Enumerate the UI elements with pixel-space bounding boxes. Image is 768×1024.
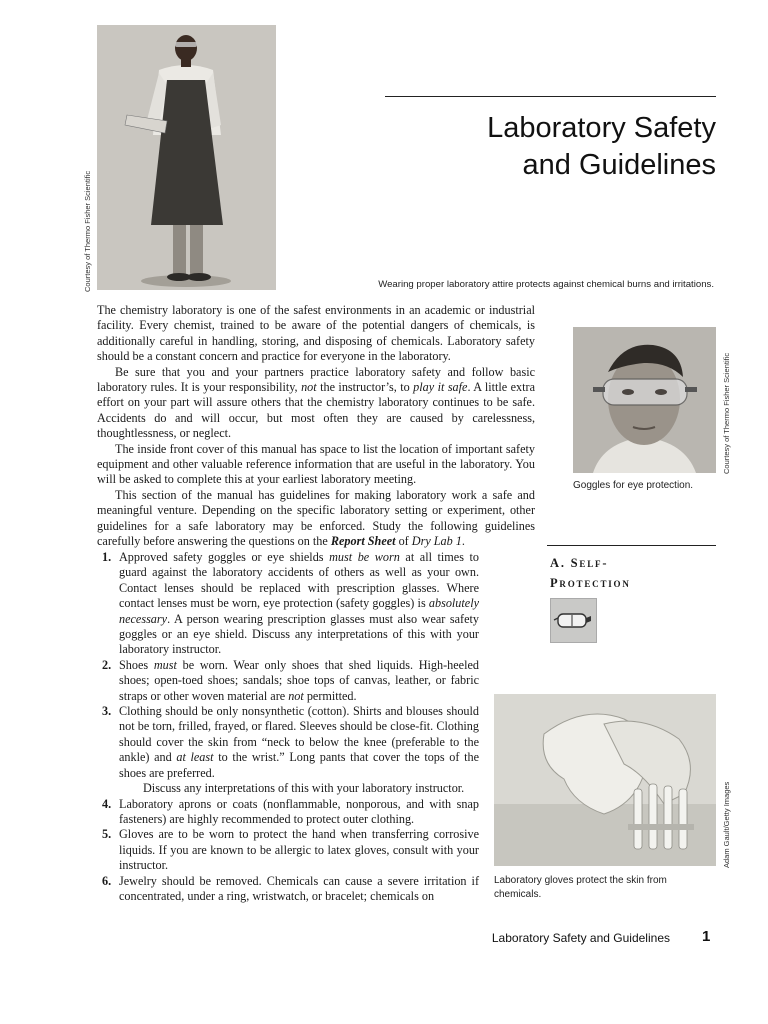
item-3-text-b: to the wrist.” Long pants that cover the tops of the shoes are preferred.: [119, 750, 479, 780]
item-1-text: Approved safety goggles or eye shields: [119, 550, 330, 564]
intro-paragraph-3: The inside front cover of this manual has space to list the location of important safety equipment and other valuable reference information that are useful in the laboratory. You will be asked to complete this at your earliest laboratory meeting.: [97, 441, 535, 487]
item-1-emph: must be worn: [329, 550, 400, 564]
item-2-text-c: permitted.: [303, 688, 357, 703]
safety-goggles-icon: [551, 599, 596, 642]
item-1-text-c: . A person wearing prescription glasses must also wear safety goggles or an eye shield. Discuss any interpretations of this with your laboratory instructor.: [119, 611, 479, 657]
item-2-emph: must: [153, 657, 177, 672]
running-title: Laboratory Safety and Guidelines: [491, 931, 670, 945]
goggles-photo: [573, 327, 716, 473]
item-4-text: Laboratory aprons or coats (nonflammable, nonporous, and with snap fasteners) are highly recommended to protect outer clothing.: [119, 796, 479, 826]
title-rule: [385, 96, 716, 97]
hero-photo: [97, 25, 276, 290]
section-rule: [547, 545, 716, 546]
gloves-caption: Laboratory gloves protect the skin from chemicals.: [494, 875, 667, 900]
item-1-text-b: at all times to guard against the laboratory accidents of others as well as your own. Contact lenses should be replaced with prescription glasses. Where contact lenses must be worn, eye protection (safety goggles) is: [119, 550, 479, 611]
dry-lab-ref: Dry Lab 1: [411, 534, 462, 549]
item-2-text-b: be worn. Wear only shoes that shed liquids. High-heeled shoes; open-toed shoes; sandals; shoe tops of canvas, leather, or fabric straps or other woven material are: [119, 657, 479, 703]
item-1-emph-b: absolutely necessary: [119, 596, 479, 626]
page-title-line2: and Guidelines: [522, 149, 716, 181]
intro-p2-text-c: . A little extra effort on your part will assure others that the chemistry laboratory continues to be safe. Accidents do and will occur, but most often they are caused by carelessness, thoughtlessness, or neglect.: [97, 380, 536, 441]
list-number: 2.: [102, 657, 112, 672]
intro-paragraph-4: [97, 488, 535, 550]
item-3-text: Clothing should be only nonsynthetic (cotton). Shirts and blouses should not be torn, frilled, frayed, or flared. Sleeves should be close-fit. Clothing should cover the skin from “neck to below the knee (preferable to the ankle) and: [119, 704, 479, 765]
goggles-icon: [550, 598, 597, 643]
intro-p2-text-b: the instructor’s, to: [316, 380, 414, 395]
intro-paragraph-2: [97, 365, 535, 442]
goggles-caption: Goggles for eye protection.: [573, 480, 694, 491]
section-heading-line2: Protection: [550, 576, 631, 590]
list-item: [97, 797, 479, 828]
page-number: 1: [702, 928, 711, 945]
hero-caption: Wearing proper laboratory attire protects against chemical burns and irritations.: [378, 279, 714, 290]
list-number: 4.: [102, 796, 112, 811]
intro-p2-emph-play: play it safe: [413, 380, 468, 395]
list-item: [97, 658, 479, 704]
intro-p2-emph-not: not: [301, 380, 317, 395]
item-3-emph: at least: [176, 750, 214, 765]
list-number: 5.: [102, 827, 112, 842]
list-number: 6.: [102, 873, 112, 888]
section-heading-line1: A. Self-: [550, 556, 609, 570]
gloves-credit: Adam Gault/Getty Images: [722, 781, 731, 868]
intro-p4-of: of: [395, 534, 412, 549]
page-title: [385, 110, 716, 184]
list-number: 3.: [102, 704, 112, 719]
report-sheet-ref: Report Sheet: [330, 534, 396, 549]
rules-list: [97, 550, 479, 904]
intro-paragraph-1: The chemistry laboratory is one of the safest environments in an academic or industrial facility. Every chemist, trained to be aware of the potential dangers of chemicals, is additionally careful in handling, storing, and disposing of chemicals. Laboratory safety should be a constant concern and practice for everyone in the laboratory.: [97, 303, 535, 364]
goggles-credit: Courtesy of Thermo Fisher Scientific: [722, 352, 731, 474]
item-5-text: Gloves are to be worn to protect the hand when transferring corrosive liquids. If you are known to be allergic to latex gloves, consult with your instructor.: [119, 827, 479, 873]
lab-gloves-illustration: [494, 694, 716, 866]
list-item: [97, 704, 479, 796]
intro-text: [97, 303, 535, 550]
list-item: [97, 550, 479, 658]
intro-p4-text: This section of the manual has guidelines for making laboratory work a safe and meaningful venture. Depending on the specific laboratory setting or experiment, other guidelines for a safe laboratory may be enforced. Study the following guidelines carefully before answering the questions on the: [97, 487, 535, 549]
intro-p2-text: Be sure that you and your partners practice laboratory safety and follow basic laboratory rules. It is your responsibility,: [97, 364, 535, 395]
list-item: [97, 874, 479, 905]
item-2-text: Shoes: [119, 657, 154, 672]
item-2-emph-b: not: [288, 688, 304, 703]
lab-worker-illustration: [97, 25, 276, 290]
item-6-text: Jewelry should be removed. Chemicals can cause a severe irritation if concentrated, under a ring, wristwatch, or bracelet; chemicals on: [119, 873, 479, 903]
intro-p4-end: .: [461, 534, 465, 549]
list-item: [97, 827, 479, 873]
goggles-face-illustration: [573, 327, 716, 473]
list-number: 1.: [102, 550, 112, 564]
section-heading: [550, 553, 631, 593]
gloves-photo: [494, 694, 716, 866]
page-title-line1: Laboratory Safety: [487, 112, 716, 144]
hero-credit: Courtesy of Thermo Fisher Scientific: [83, 170, 92, 292]
item-3-discuss: Discuss any interpretations of this with your laboratory instructor.: [143, 781, 465, 796]
